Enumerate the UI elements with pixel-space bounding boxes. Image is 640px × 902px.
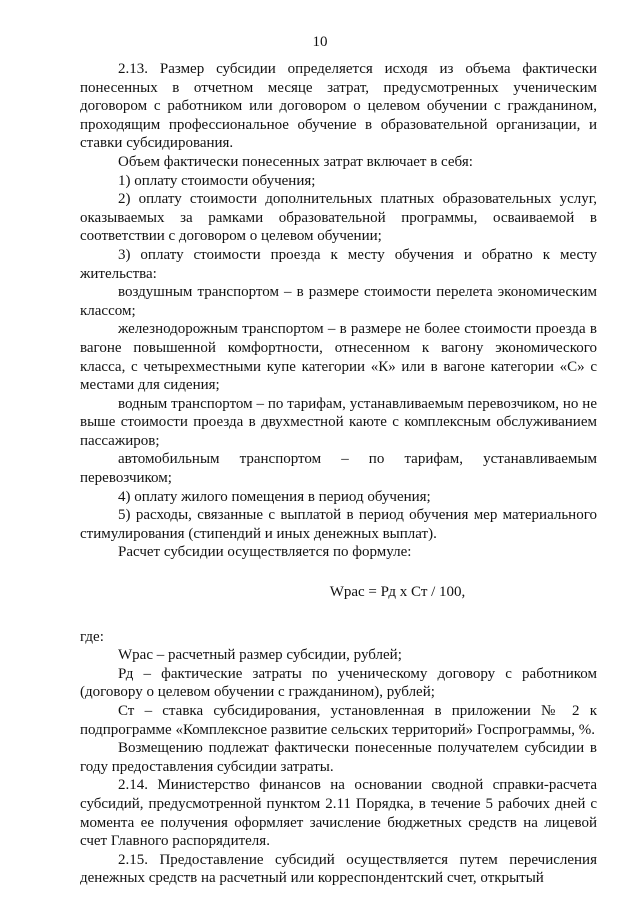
paragraph-costs-intro: Объем фактически понесенных затрат включает в себя:	[118, 153, 473, 170]
paragraph-2-15: 2.15. Предоставление субсидий осуществляется путем перечисления денежных средств на расчетный или корреспондентский счет, открытый	[80, 851, 597, 887]
definition-wras: Wрас – расчетный размер субсидии, рублей;	[118, 647, 402, 664]
paragraph-refund: Возмещению подлежат фактически понесенные получателем субсидии в году предоставления субсидии затраты.	[80, 740, 597, 775]
formula-intro: Расчет субсидии осуществляется по формуле:	[118, 544, 412, 561]
list-item-2: 2) оплату стоимости дополнительных платных образовательных услуг, оказываемых за рамками образовательной программы, осваиваемой в соответствии с договором о целевом обучении;	[80, 191, 597, 245]
transport-rail: железнодорожным транспортом – в размере не более стоимости проезда в вагоне повышенной комфортности, отнесенном к вагону экономического класса, с четырехместными купе категории «К» или в вагоне категории «С» с местами для сидения;	[80, 321, 597, 394]
list-item-1: 1) оплату стоимости обучения;	[118, 172, 316, 189]
page-number: 10	[312, 34, 328, 50]
definition-st: Ст – ставка субсидирования, установленная в приложении № 2 к подпрограмме «Комплексное развитие сельских территорий» Госпрограммы, %.	[80, 703, 597, 738]
formula: Wрас = Рд х Ст / 100,	[329, 584, 466, 601]
document-body	[80, 60, 597, 888]
definition-rd: Рд – фактические затраты по ученическому договору с работником (договору о целевом обучении с гражданином), рублей;	[80, 665, 597, 701]
list-item-3: 3) оплату стоимости проезда к месту обучения и обратно к месту жительства:	[80, 246, 597, 282]
list-item-4: 4) оплату жилого помещения в период обучения;	[118, 488, 431, 505]
paragraph-2-13: 2.13. Размер субсидии определяется исходя из объема фактически понесенных в отчетном месяце затрат, предусмотренных ученическим договором с работником или договором о целевом обучении с гражданином, проходящим профессиональное обучение в образовательной организации, и ставки субсидирования.	[80, 61, 597, 152]
paragraph-2-14: 2.14. Министерство финансов на основании сводной справки-расчета субсидий, предусмотренной пунктом 2.11 Порядка, в течение 5 рабочих дней с момента ее получения оформляет зачисление бюджетных средств на лицевой счет Главного распорядителя.	[80, 777, 597, 850]
transport-auto: автомобильным транспортом – по тарифам, устанавливаемым перевозчиком;	[80, 451, 597, 487]
where-label: где:	[80, 628, 104, 645]
transport-water: водным транспортом – по тарифам, устанавливаемым перевозчиком, но не выше стоимости проезда в двухместной каюте с комплексным обслуживанием пассажиров;	[80, 395, 597, 449]
list-item-5: 5) расходы, связанные с выплатой в период обучения мер материального стимулирования (стипендий и иных денежных выплат).	[80, 507, 597, 542]
transport-air: воздушным транспортом – в размере стоимости перелета экономическим классом;	[80, 284, 597, 319]
